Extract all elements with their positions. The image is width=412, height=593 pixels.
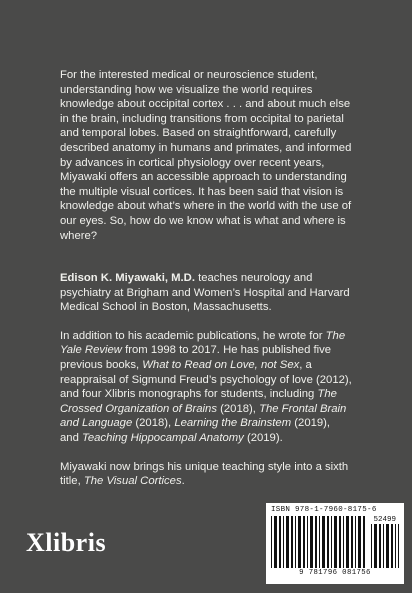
barcode-stripe: [379, 524, 381, 568]
book-title: Learning the Brainstem: [174, 417, 292, 430]
barcode-stripe: [307, 516, 308, 568]
barcode-stripe: [386, 524, 389, 568]
barcode-stripe: [371, 524, 372, 568]
addon-number: 52499: [373, 516, 396, 524]
barcode-stripe: [283, 516, 284, 568]
author-bio: [60, 271, 352, 503]
barcode-stripe: [355, 516, 356, 568]
barcode-stripe: [319, 516, 320, 568]
bio-text: (2019).: [243, 431, 283, 444]
bio-text: Miyawaki now brings his unique teaching style into a sixth title,: [60, 460, 349, 488]
barcode-stripe: [343, 516, 344, 568]
barcode-stripe: [351, 516, 353, 568]
barcode-stripe: [395, 524, 396, 568]
blurb-paragraph: For the interested medical or neuroscience student, understanding how we visualize the world requires knowledge about occipital cortex . . . and about much else in the brain, including transitions from occipital to parietal and temporal lobes. Based on straightforward, carefully described anatomy in humans and primates, and informed by advances in cortical physiology over recent years, Miyawaki offers an accessible approach to understanding the multiple visual cortices. It has been said that vision is knowledge about what’s where in the world with the use of our eyes. So, how do we know what is what and where is where?: [60, 69, 352, 242]
barcode-stripe: [322, 516, 325, 568]
bio-text: (2019), and: [60, 417, 331, 444]
barcode-stripe: [291, 516, 293, 568]
barcode-stripe: [279, 516, 281, 568]
bio-text: In addition to his academic publications, he wrote for: [60, 329, 326, 342]
bio-text: (2018),: [132, 417, 175, 430]
barcode-stripe: [327, 516, 329, 568]
barcode-stripe: [286, 516, 289, 568]
book-title: The Crossed Organization of Brains: [60, 388, 337, 415]
barcode-main-bars: [271, 516, 367, 568]
barcode-stripe: [295, 516, 296, 568]
barcode-stripe: [346, 516, 349, 568]
book-title: What to Read on Love, not Sex: [142, 358, 300, 371]
bio-text: , a reappraisal of Sigmund Freud’s psychology of love (2012), and four Xlibris monographs for students, including: [60, 358, 352, 401]
bio-paragraph-3: [60, 460, 352, 489]
barcode-stripe: [331, 516, 332, 568]
isbn-label: ISBN 978-1-7960-8175-6: [271, 506, 377, 514]
barcode-stripe: [391, 524, 393, 568]
bio-paragraph-1: [60, 271, 352, 315]
book-title: The Visual Cortices: [83, 475, 182, 488]
barcode-stripe: [383, 524, 384, 568]
publisher-logo: Xlibris: [26, 528, 107, 557]
author-desc: teaches neurology and psychiatry at Brigham and Women’s Hospital and Harvard Medical School in Boston, Massachusetts.: [60, 272, 350, 314]
bio-text: (2018),: [216, 402, 260, 415]
barcode-stripe: [398, 524, 399, 568]
journal-title: The Yale Review: [60, 329, 346, 357]
book-title: The Frontal Brain and Language: [60, 402, 347, 430]
barcode-stripe: [334, 516, 337, 568]
barcode-stripe: [274, 516, 277, 568]
barcode-stripe: [310, 516, 313, 568]
barcode-stripe: [358, 516, 361, 568]
barcode-addon-bars: [371, 524, 399, 568]
blurb-text: [60, 68, 352, 243]
barcode-number: 9 781796 081756: [299, 569, 371, 577]
book-title: Teaching Hippocampal Anatomy: [82, 431, 244, 444]
barcode-stripe: [315, 516, 317, 568]
bio-text: from 1998 to 2017. He has published five previous books,: [60, 344, 332, 371]
isbn-barcode: [266, 503, 404, 584]
barcode-stripe: [271, 516, 272, 568]
barcode-stripe: [298, 516, 301, 568]
bio-paragraph-2: [60, 329, 352, 446]
barcode-stripe: [363, 516, 365, 568]
author-name: Edison K. Miyawaki, M.D.: [60, 272, 195, 284]
barcode-stripe: [374, 524, 377, 568]
bio-text: .: [181, 475, 185, 488]
barcode-stripe: [339, 516, 341, 568]
barcode-stripe: [303, 516, 305, 568]
